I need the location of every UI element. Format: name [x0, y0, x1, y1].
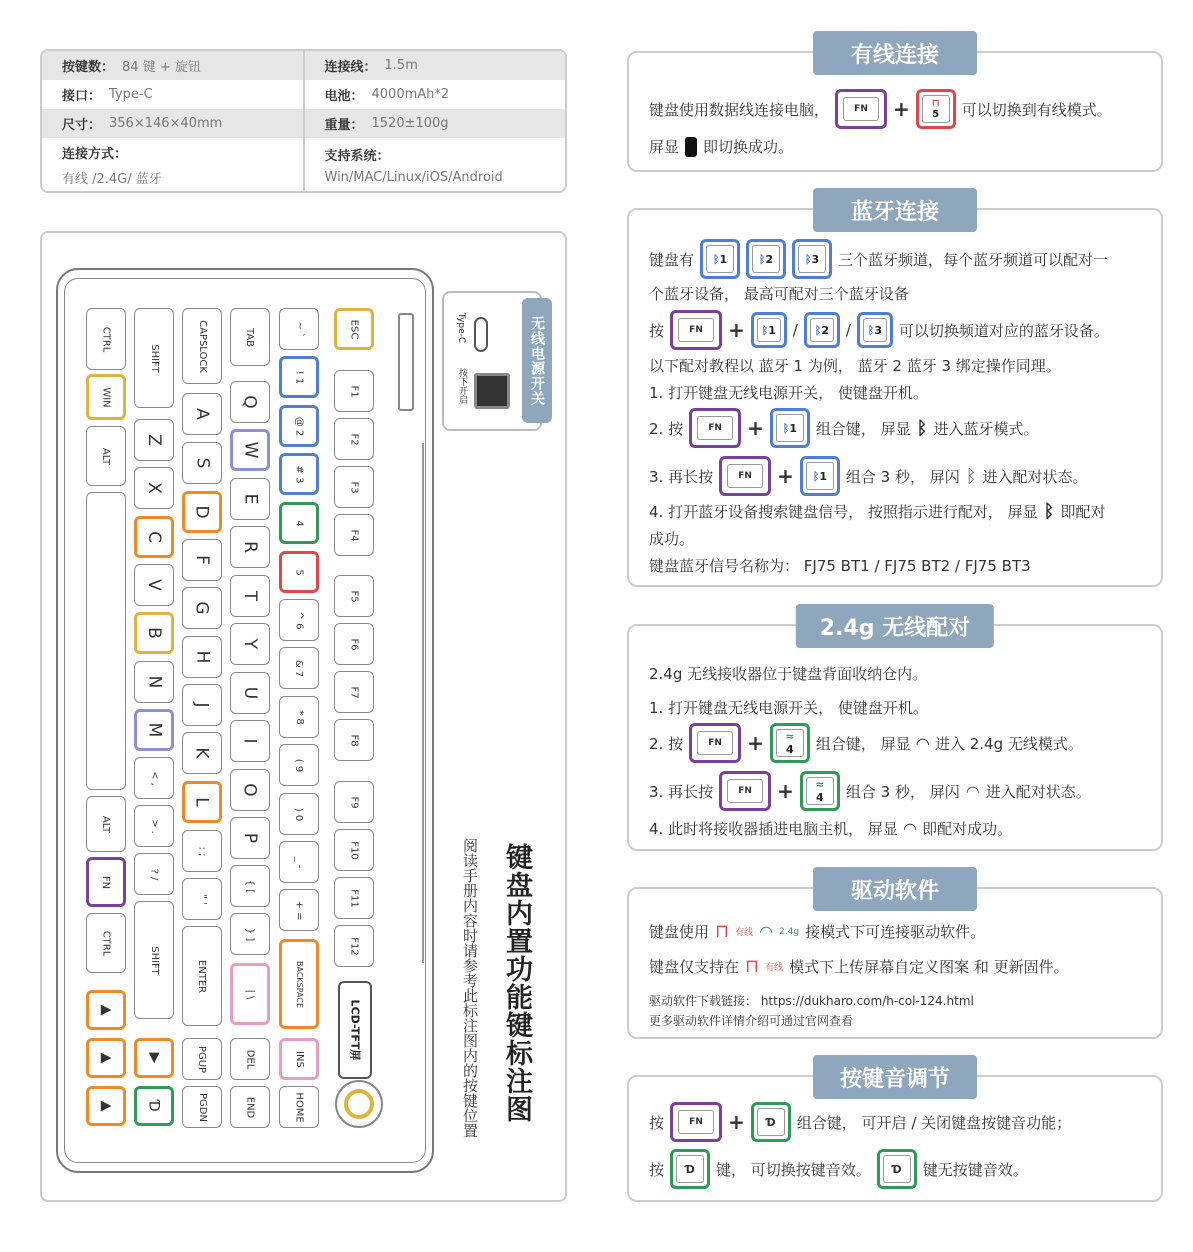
key-4-24g: 4 [279, 502, 319, 544]
spec-row [42, 80, 565, 109]
wifi-icon: ◠ [759, 922, 774, 941]
fn-key-icon: FN [670, 1102, 722, 1142]
key-u: U [230, 672, 270, 714]
spec-row [42, 138, 565, 192]
bt3-key-icon: ᛒ 3 [857, 312, 893, 348]
fn-key-icon: FN [719, 771, 771, 811]
key-alt-left: ALT [86, 426, 126, 486]
key-pgup: PGUP [182, 1038, 222, 1080]
key-f8: F8 [334, 719, 374, 761]
key-q: Q [230, 381, 270, 423]
key-win: WIN [86, 374, 126, 420]
key-backslash: | \ [230, 963, 270, 1025]
key-c: C [134, 516, 174, 558]
key-arrow-up: ▲ [86, 990, 126, 1030]
key-ctrl-right: CTRL [86, 913, 126, 973]
fn-key-icon: FN [670, 310, 722, 350]
key-end: END [230, 1086, 270, 1128]
key-lbracket: { [ [230, 865, 270, 907]
key-f10: F10 [334, 829, 374, 871]
sound-key-icon: Ɗ [670, 1149, 710, 1189]
fn-key-icon: FN [689, 408, 741, 448]
bt1-key-icon: ᛒ 1 [751, 312, 787, 348]
usb-plug-icon [685, 137, 697, 157]
key-w: W [230, 429, 270, 471]
section-driver: 驱动软件 键盘使用 ⊓ 有线 ◠ 2.4g 接模式下可连接驱动软件。 键盘仅支持在 ⊓ 有线 模式下上传屏幕自定义图案 和 更新固件。 驱动软件下载链接： https://dukharo.com/h-col-124.html 更多驱动软件详情介绍可通过官网查看 [627, 887, 1163, 1039]
key-ctrl: CTRL [86, 308, 126, 370]
key-minus: _ - [279, 841, 319, 883]
cable-icon: ⊓ [715, 921, 730, 942]
key-3-bt3: # 3 [279, 453, 319, 495]
key-f: F [182, 539, 222, 581]
fn-key-icon: FN [689, 723, 741, 763]
key-arrow-right: ▶ [134, 1038, 174, 1078]
key-f11: F11 [334, 877, 374, 919]
wifi-blink-icon: ◠ [965, 781, 980, 801]
spec-value: 356×146×40mm [109, 116, 223, 131]
section-24g: 2.4g 无线配对 2.4g 无线接收器位于键盘背面收纳仓内。 1. 打开键盘无线电源开关， 使键盘开机。 2. 按 FN + ≈ 4 组合键， 屏显 ◠ 进入 2.4g 无线模式。 3. 再长按 FN + ≈ 4 组合 3 秒， 屏闪 ◠ 进入配对状态。 4. 此时将接收器插进电脑主机， 屏显 ◠ 即配对成功。 [627, 624, 1163, 851]
key-sound: Ɗ [134, 1086, 174, 1126]
key-z: Z [134, 419, 174, 461]
key-tab: TAB [230, 308, 270, 366]
bt2-key-icon: ᛒ 2 [746, 239, 786, 279]
key-8: * 8 [279, 696, 319, 738]
spec-label: 连接线： [324, 60, 377, 75]
section-title: 驱动软件 [813, 867, 977, 911]
key-f2: F2 [334, 418, 374, 460]
bt3-key-icon: ᛒ 3 [792, 239, 832, 279]
key-enter: ENTER [182, 926, 222, 1026]
bluetooth-icon: ᛒ [1043, 501, 1055, 522]
key-j: J [182, 684, 222, 726]
spec-label: 支持系统： [324, 149, 390, 164]
typec-label: Type-C [456, 313, 466, 344]
key-2-bt2: @ 2 [279, 405, 319, 447]
bt1-key-icon: ᛒ 1 [800, 456, 840, 496]
key-slash: ? / [134, 853, 174, 895]
key-t: T [230, 575, 270, 617]
key-quote: " ' [182, 878, 222, 920]
key-l: L [182, 781, 222, 823]
key-o: O [230, 769, 270, 811]
fn-key-icon: FN [719, 456, 771, 496]
section-sound: 按键音调节 按 FN + Ɗ 组合键， 可开启 / 关闭键盘按键音功能； 按 Ɗ 键， 可切换按键音效。 Ɗ 键无按键音效。 [627, 1075, 1163, 1202]
spec-label: 按键数： [62, 60, 115, 75]
spec-value: 4000mAh*2 [371, 87, 450, 102]
bt1-key-icon: ᛒ 1 [700, 239, 740, 279]
typec-port-icon [474, 317, 488, 352]
diagram-subtitle: 阅读手册内容时请参考此标注图内的按键位置 [461, 838, 479, 1138]
spec-label: 电池： [324, 89, 364, 104]
key-6: ^ 6 [279, 599, 319, 641]
section-title: 蓝牙连接 [813, 188, 977, 232]
spec-row [42, 51, 565, 80]
key-f7: F7 [334, 671, 374, 713]
key-f9: F9 [334, 781, 374, 823]
spec-value: Type-C [109, 87, 153, 102]
lcd-housing [398, 313, 414, 411]
key-m: M [134, 709, 174, 751]
key-rbracket: } ] [230, 913, 270, 955]
key-e: E [230, 478, 270, 520]
wifi-key-4-icon: ≈ 4 [770, 723, 810, 763]
wireless-switch-tag: 无线电源开关 [522, 298, 552, 423]
sound-key-icon: Ɗ [877, 1149, 917, 1189]
spec-value: 1.5m [384, 58, 418, 73]
spec-value: Win/MAC/Linux/iOS/Android [324, 170, 503, 185]
wifi-icon: ◠ [916, 733, 929, 753]
wired-key-5-icon: ⊓ 5 [916, 89, 956, 129]
key-shift-left: SHIFT [134, 308, 174, 408]
side-edge [422, 443, 424, 963]
key-arrow-down: ▲ [86, 1086, 126, 1126]
key-s: S [182, 442, 222, 484]
key-ins: INS [279, 1038, 319, 1080]
keyboard-diagram-panel [40, 231, 567, 1202]
key-9: ( 9 [279, 744, 319, 786]
knob-ring-icon [344, 1089, 374, 1119]
key-a: A [182, 393, 222, 435]
bluetooth-icon: ᛒ [916, 417, 928, 439]
fn-key-icon: FN [835, 89, 887, 129]
lcd-screen: LCD-TFT屏 [338, 981, 372, 1079]
key-1-bt1: ! 1 [279, 356, 319, 398]
key-i: I [230, 720, 270, 762]
key-tilde: ~ ` [279, 308, 319, 350]
key-n: N [134, 661, 174, 703]
spec-label: 尺寸： [62, 118, 102, 133]
key-5-wired: 5 [279, 551, 319, 593]
key-b: B [134, 612, 174, 654]
section-title: 按键音调节 [813, 1055, 977, 1099]
key-f1: F1 [334, 370, 374, 412]
key-space [86, 492, 126, 790]
switch-label: 按下开启 [457, 368, 467, 404]
sound-key-icon: Ɗ [751, 1102, 791, 1142]
key-d: D [182, 491, 222, 533]
key-pgdn: PGDN [182, 1086, 222, 1128]
key-arrow-left: ▲ [86, 1038, 126, 1078]
key-h: H [182, 636, 222, 678]
key-x: X [134, 467, 174, 509]
key-v: V [134, 564, 174, 606]
key-f3: F3 [334, 466, 374, 508]
wifi-icon: ◠ [903, 819, 917, 838]
key-alt-right: ALT [86, 796, 126, 852]
key-fn: FN [86, 857, 126, 907]
key-f6: F6 [334, 623, 374, 665]
rotary-knob [335, 1080, 383, 1128]
key-p: P [230, 817, 270, 859]
wifi-key-4-icon: ≈ 4 [800, 771, 840, 811]
key-f4: F4 [334, 514, 374, 556]
spec-row [42, 109, 565, 138]
key-f12: F12 [334, 925, 374, 967]
diagram-title: 键盘内置功能键标注图 [501, 843, 532, 1123]
key-y: Y [230, 623, 270, 665]
key-comma: < , [134, 757, 174, 799]
key-f5: F5 [334, 575, 374, 617]
key-esc: ESC [334, 308, 374, 350]
key-g: G [182, 587, 222, 629]
key-home: HOME [279, 1086, 319, 1128]
key-backspace: BACKSPACE [279, 939, 319, 1029]
key-equal: + = [279, 889, 319, 931]
key-shift-right: SHIFT [134, 901, 174, 1019]
cable-icon: ⊓ [745, 956, 760, 977]
section-wired: 有线连接 键盘使用数据线连接电脑， FN + ⊓ 5 可以切换到有线模式。 屏显 即切换成功。 [627, 51, 1163, 172]
key-0: ) 0 [279, 793, 319, 835]
key-semicolon: : ; [182, 830, 222, 872]
spec-value: 1520±100g [371, 116, 449, 131]
key-period: > . [134, 805, 174, 847]
spec-value: 有线 /2.4G/ 蓝牙 [62, 172, 162, 187]
key-capslock: CAPSLOCK [182, 308, 222, 384]
key-k: K [182, 732, 222, 774]
key-r: R [230, 526, 270, 568]
spec-value: 84 键 + 旋钮 [122, 60, 201, 75]
spec-label: 接口： [62, 89, 102, 104]
bt2-key-icon: ᛒ 2 [804, 312, 840, 348]
spec-table [40, 49, 567, 193]
bluetooth-blink-icon: ᛒ [965, 465, 977, 487]
key-7: & 7 [279, 647, 319, 689]
spec-label: 重量： [324, 118, 364, 133]
bt1-key-icon: ᛒ 1 [770, 408, 810, 448]
power-switch-icon [474, 373, 510, 409]
spec-label: 连接方式： [62, 147, 128, 162]
key-del: DEL [230, 1038, 270, 1080]
section-bluetooth: 蓝牙连接 键盘有 ᛒ 1 ᛒ 2 ᛒ 3 三个蓝牙频道，每个蓝牙频道可以配对一 个蓝牙设备， 最高可配对三个蓝牙设备 按 FN + ᛒ 1 / ᛒ 2 / ᛒ 3 可以切换频道对应的蓝牙设备。 以下配对教程以 蓝牙 1 为例， 蓝牙 2 蓝牙 3 绑定操作同理。 1. 打开键盘无线电源开关， 使键盘开机。 2. 按 FN + ᛒ 1 组合键， 屏显 ᛒ 进入蓝牙模式。 3. 再长按 FN + ᛒ 1 组合 3 秒， 屏闪 ᛒ 进入配对状态。 4. 打开蓝牙设备搜索键盘信号， 按照指示进行配对， 屏显 ᛒ 即配对 成功。 键盘蓝牙信号名称为： FJ75 BT1 / FJ75 BT2 / FJ75 BT3 [627, 208, 1163, 587]
section-title: 有线连接 [813, 31, 977, 75]
section-title: 2.4g 无线配对 [796, 604, 994, 648]
